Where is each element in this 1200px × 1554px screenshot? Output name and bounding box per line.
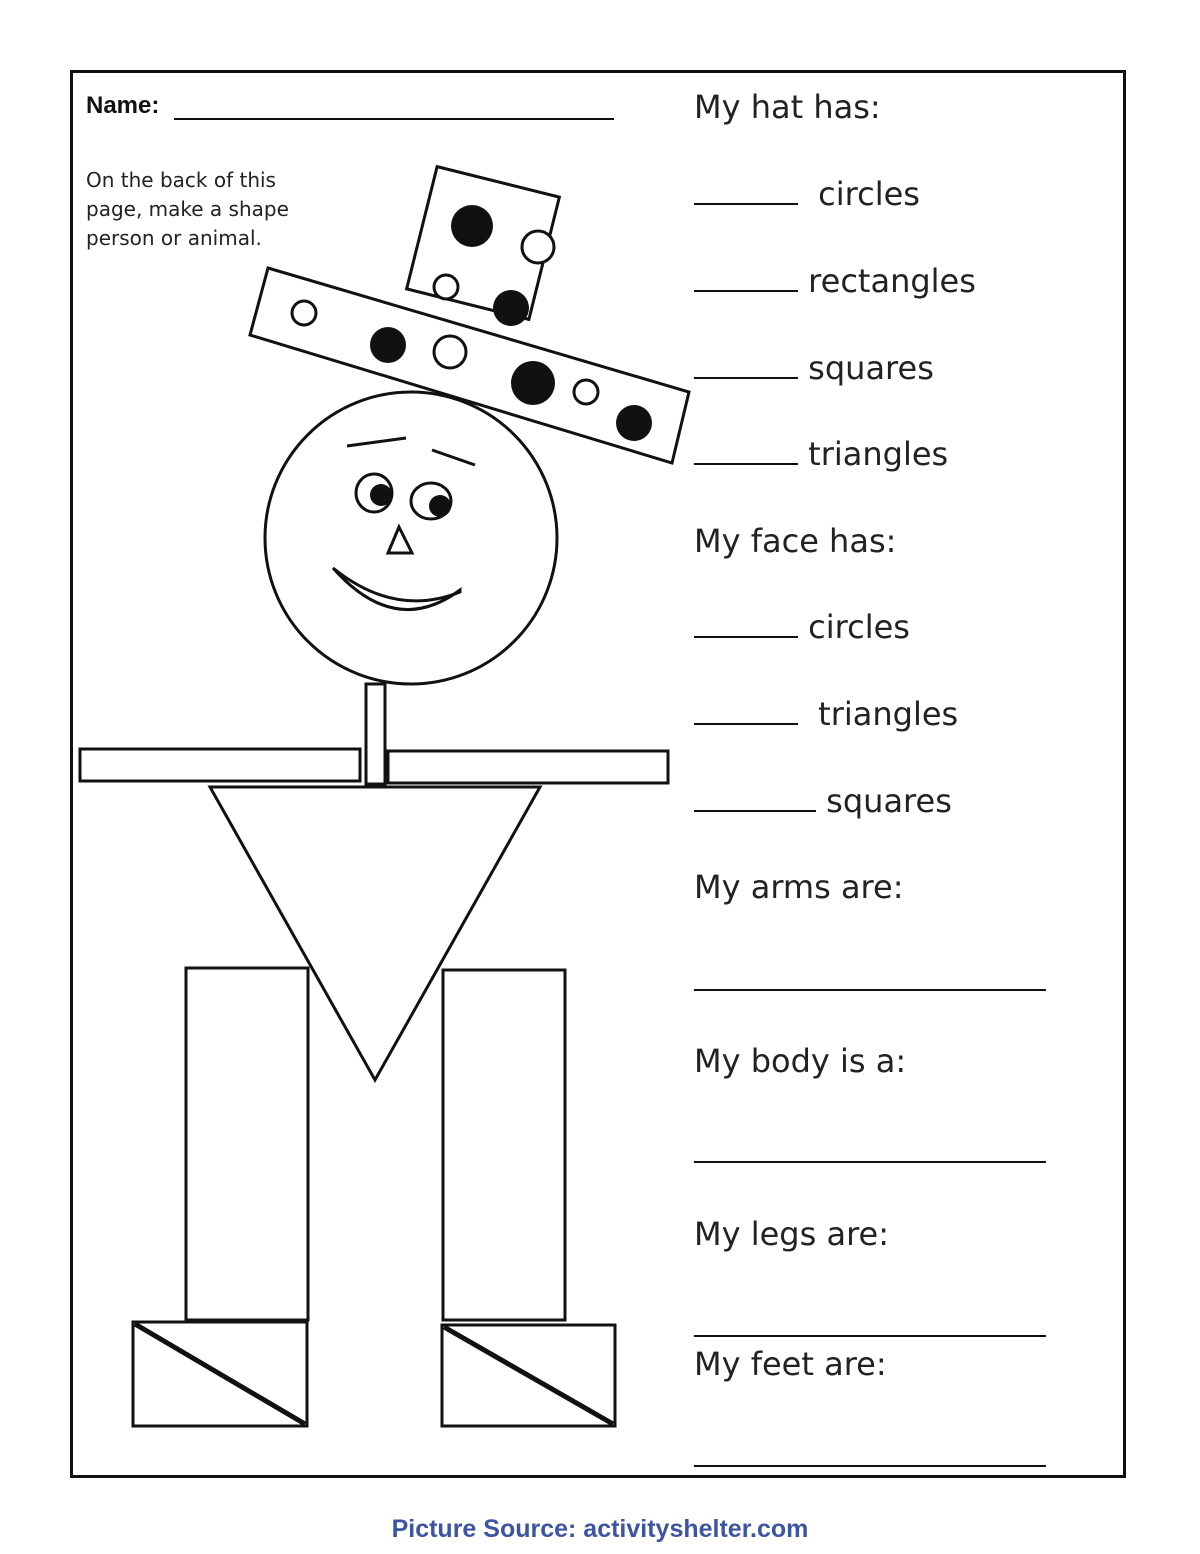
body-answer-field[interactable]	[694, 1161, 1046, 1163]
smile	[333, 568, 460, 610]
hat-squares-label: squares	[808, 349, 934, 387]
instructions-line: On the back of this	[86, 168, 276, 192]
hat-rectangles-blank[interactable]	[694, 262, 798, 292]
face-squares-blank[interactable]	[694, 782, 816, 812]
hat-circles-row	[694, 175, 920, 213]
hat-dot-filled	[451, 205, 493, 247]
instructions-line: person or animal.	[86, 226, 262, 250]
feet-answer-field[interactable]	[694, 1465, 1046, 1467]
legs-heading: My legs are:	[694, 1215, 889, 1253]
instructions-line: page, make a shape	[86, 197, 289, 221]
name-label: Name:	[86, 92, 160, 119]
brim-dot-open	[574, 380, 598, 404]
hat-rectangles-row	[694, 262, 976, 300]
head-circle	[265, 392, 557, 684]
hat-rectangles-label: rectangles	[808, 262, 976, 300]
right-eyebrow	[432, 450, 475, 465]
feet-heading: My feet are:	[694, 1345, 887, 1383]
right-leg-rectangle	[443, 970, 565, 1320]
hat-triangles-label: triangles	[808, 435, 949, 473]
hat-dot-open	[522, 231, 554, 263]
neck-rectangle	[366, 684, 385, 784]
hat-dot-filled	[493, 290, 529, 326]
nose-triangle	[388, 527, 412, 553]
face-squares-row	[694, 782, 952, 820]
brim-dot-open	[292, 301, 316, 325]
face-circles-label: circles	[808, 608, 910, 646]
brim-dot-open	[434, 336, 466, 368]
face-heading: My face has:	[694, 522, 897, 560]
face-triangles-row	[694, 695, 958, 733]
hat-squares-blank[interactable]	[694, 349, 798, 379]
hat-circles-blank[interactable]	[694, 175, 798, 205]
face-circles-row	[694, 608, 910, 646]
face-squares-label: squares	[826, 782, 952, 820]
left-eyebrow	[347, 438, 406, 446]
face-triangles-label: triangles	[818, 695, 959, 733]
body-heading: My body is a:	[694, 1042, 907, 1080]
left-leg-rectangle	[186, 968, 308, 1320]
brim-dot-filled	[370, 327, 406, 363]
arms-answer-field[interactable]	[694, 989, 1046, 991]
hat-heading: My hat has:	[694, 88, 881, 126]
brim-dot-filled	[616, 405, 652, 441]
hat-circles-label: circles	[818, 175, 920, 213]
face-circles-blank[interactable]	[694, 608, 798, 638]
legs-answer-field[interactable]	[694, 1335, 1046, 1337]
brim-dot-filled	[511, 361, 555, 405]
right-arm-rectangle	[388, 751, 668, 783]
hat-triangles-blank[interactable]	[694, 435, 798, 465]
right-pupil	[429, 495, 451, 517]
picture-source-caption: Picture Source: activityshelter.com	[391, 1515, 809, 1543]
face-triangles-blank[interactable]	[694, 695, 798, 725]
left-arm-rectangle	[80, 749, 360, 781]
left-pupil	[370, 484, 392, 506]
hat-dot-open	[434, 275, 458, 299]
arms-heading: My arms are:	[694, 868, 904, 906]
hat-squares-row	[694, 349, 934, 387]
hat-triangles-row	[694, 435, 948, 473]
